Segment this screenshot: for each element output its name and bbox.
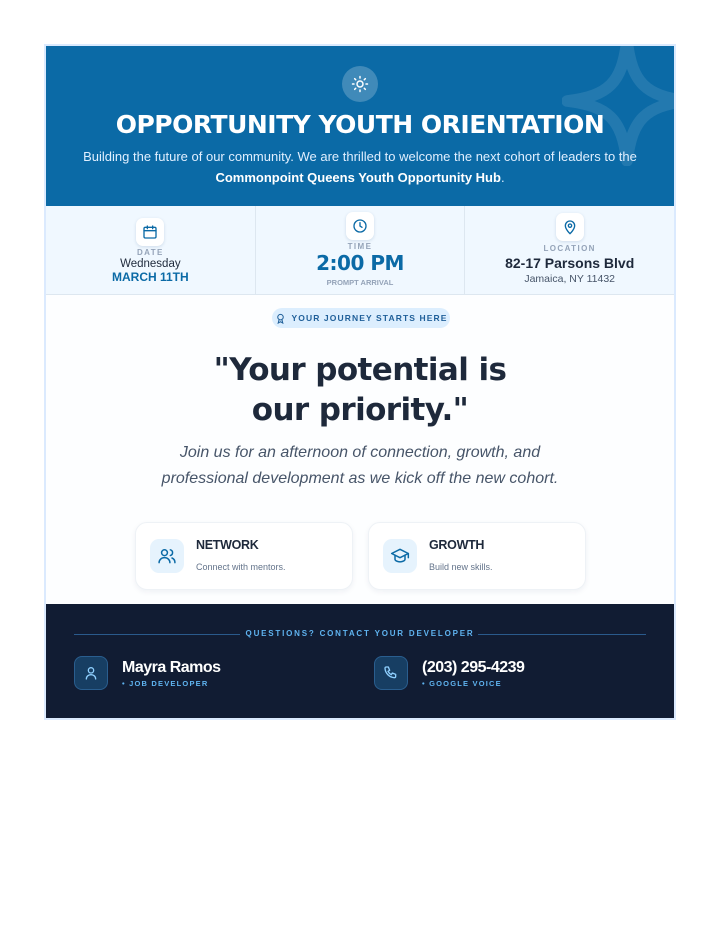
users-icon (150, 539, 184, 573)
award-icon (275, 313, 286, 324)
intro-paragraph: Join us for an afternoon of connection, growth, and professional development as we kick off the new cohort. (161, 444, 559, 487)
user-icon (74, 656, 108, 690)
page-title: OPPORTUNITY YOUTH ORIENTATION (115, 110, 605, 139)
date-label: DATE (136, 248, 164, 257)
event-details (46, 206, 674, 295)
location-street: 82-17 Parsons Blvd (505, 255, 635, 271)
headline-quote: "Your potential is our priority." (213, 352, 507, 428)
time-label: TIME (347, 242, 373, 251)
phone-icon (374, 656, 408, 690)
sun-icon (342, 66, 378, 102)
flyer-card (44, 44, 676, 720)
feature-card-network (135, 522, 353, 590)
time-value: 2:00 PM (316, 251, 404, 275)
header-banner (46, 46, 674, 206)
time-cell (255, 206, 465, 294)
time-note: PROMPT ARRIVAL (326, 278, 394, 287)
graduation-cap-icon (383, 539, 417, 573)
clock-icon (346, 212, 374, 240)
contact-name: Mayra Ramos (122, 659, 221, 676)
contact-footer (46, 604, 674, 720)
intro-text: Building the future of our community. We are thrilled to welcome the next cohort of leaders to the Commonpoint Queens Youth Opportunity Hub. (83, 149, 637, 185)
journey-badge-label: YOUR JOURNEY STARTS HERE (291, 313, 448, 323)
contact-role: • JOB DEVELOPER (122, 679, 209, 688)
location-city: Jamaica, NY 11432 (524, 273, 616, 285)
hub-name: Commonpoint Queens Youth Opportunity Hub (215, 170, 501, 185)
contact-heading: QUESTIONS? CONTACT YOUR DEVELOPER (245, 629, 475, 638)
phone-service: • GOOGLE VOICE (422, 679, 502, 688)
feature-title: NETWORK (196, 538, 259, 552)
feature-description: Connect with mentors. (196, 562, 286, 572)
contact-person (74, 656, 294, 692)
date-value: MARCH 11TH (111, 270, 189, 284)
date-cell (46, 206, 255, 294)
location-label: LOCATION (543, 244, 596, 253)
feature-description: Build new skills. (429, 562, 493, 572)
feature-card-growth (368, 522, 586, 590)
contact-phone[interactable] (374, 656, 594, 692)
feature-title: GROWTH (429, 538, 485, 552)
journey-badge (272, 308, 450, 328)
date-day: Wednesday (120, 258, 181, 270)
location-cell (464, 206, 674, 294)
phone-number[interactable]: (203) 295-4239 (422, 659, 525, 676)
map-pin-icon (556, 213, 584, 241)
calendar-icon (136, 218, 164, 246)
